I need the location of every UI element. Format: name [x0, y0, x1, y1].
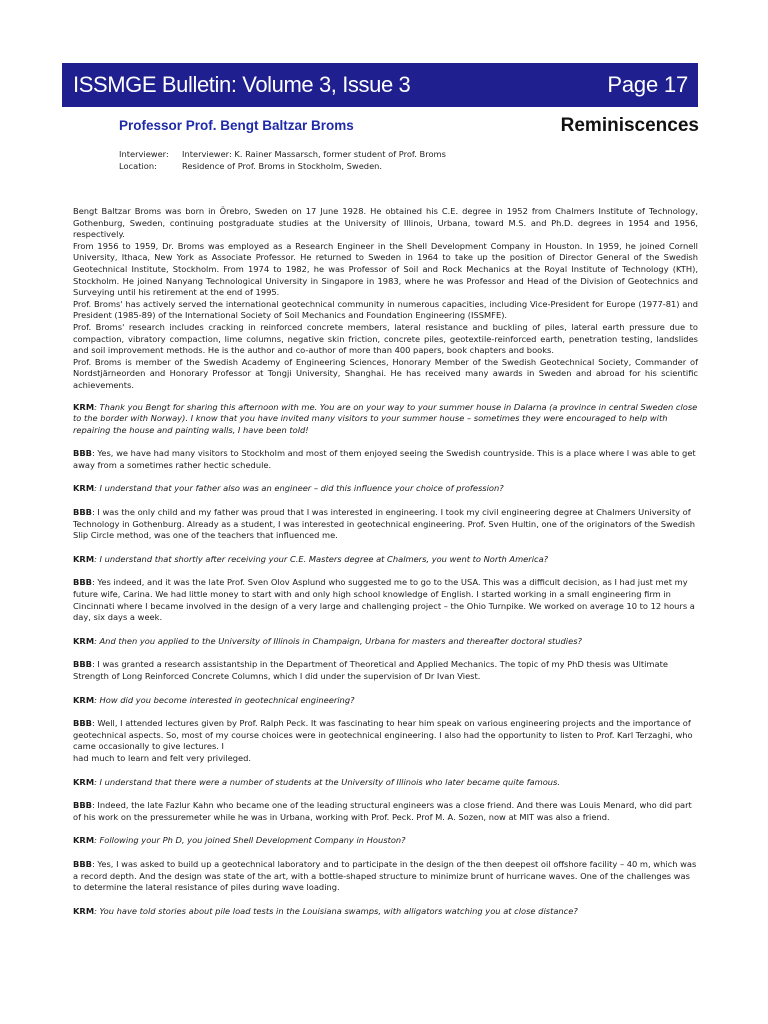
- bio-paragraph: From 1956 to 1959, Dr. Broms was employed as a Research Engineer in the Shell Development Company in Houston. In 1959, he joined Cornell University, Ithaca, New York as Associate Professor. He returned to Sweden in 1964 to take up the position of Director General of the Swedish Geotechnical Institute, Stockholm. From 1974 to 1982, he was Professor of Soil and Rock Mechanics at the Royal Institute of Technology (KTH), Stockholm. He joined Nanyang Technological University in Singapore in 1983, where he was Professor and Head of the Division of Geotechnics and Surveying until his retirement at the end of 1995.: [73, 240, 698, 298]
- interview-transcript: [73, 402, 698, 918]
- speaker: BBB: [73, 858, 92, 869]
- speaker: KRM: [73, 694, 95, 705]
- speaker: KRM: [73, 905, 95, 916]
- speaker: BBB: [73, 800, 92, 811]
- question: [73, 483, 698, 495]
- utterance: : Thank you Bengt for sharing this afternoon with me. You are on your way to your summer house in Dalarna (a province in central Sweden close to the border with Norway). I know that you have invited many visitors to your summer house – sometimes they were encouraged to help with repairing the house and painting walls, I have been told!: [73, 401, 698, 435]
- answer: [73, 659, 698, 682]
- speaker: BBB: [73, 577, 92, 588]
- section-title: Reminiscences: [560, 115, 699, 136]
- meta-value: Residence of Prof. Broms in Stockholm, Sweden.: [182, 161, 383, 171]
- utterance: : How did you become interested in geotechnical engineering?: [94, 694, 355, 705]
- utterance: : Yes indeed, and it was the late Prof. Sven Olov Asplund who suggested me to go to the USA. This was a difficult decision, as I had just met my future wife, Carina. We had little money to start with and only high school knowledge of English. I started working in a small engineering firm in Cincinnati where I became involved in the design of a very large and challenging project – the Ohio Turnpike. We worked on average 10 to 12 hours a day, six days a week.: [73, 577, 695, 623]
- answer: [73, 859, 698, 894]
- question: [73, 402, 698, 437]
- answer: [73, 507, 698, 542]
- article-body: [73, 206, 698, 929]
- utterance: : I understand that there were a number of students at the University of Illinois who later became quite famous.: [94, 776, 560, 787]
- utterance: : Yes, I was asked to build up a geotechnical laboratory and to participate in the design of the then deepest oil offshore facility – 40 m, which was a record depth. And the design was state of the art, with a bottle-shaped structure to minimize brunt of hurricane waves. One of the challenges was to determine the lateral resistance of piles during wave loading.: [73, 858, 697, 893]
- meta-location: [119, 160, 446, 172]
- page-number: Page 17: [607, 72, 688, 97]
- utterance: : And then you applied to the University of Illinois in Champaign, Urbana for masters and thereafter doctoral studies?: [94, 635, 582, 646]
- question: [73, 554, 698, 566]
- meta-label: Location:: [119, 161, 157, 171]
- speaker: BBB: [73, 659, 92, 670]
- bulletin-title: ISSMGE Bulletin: Volume 3, Issue 3: [73, 72, 411, 97]
- speaker: KRM: [73, 835, 95, 846]
- utterance: : I understand that your father also was an engineer – did this influence your choice of profession?: [94, 483, 504, 494]
- answer: [73, 800, 698, 823]
- utterance: : I understand that shortly after receiving your C.E. Masters degree at Chalmers, you went to North America?: [94, 553, 549, 564]
- answer: [73, 577, 698, 623]
- speaker: KRM: [73, 635, 95, 646]
- utterance: : Yes, we have had many visitors to Stockholm and most of them enjoyed seeing the Swedish countryside. This is a place where I was able to get away from a sometimes rather hectic schedule.: [73, 448, 696, 470]
- utterance: : I was the only child and my father was proud that I was interested in engineering. I took my civil engineering degree at Chalmers University of Technology in Gothenburg. Already as a student, I was interested in geotechnical engineering. Prof. Sven Hultin, one of the originators of the Swedish Slip Circle method, was one of the teachers that influenced me.: [73, 507, 696, 541]
- bio-paragraph: Prof. Broms' has actively served the international geotechnical community in numerous capacities, including Vice-President for Europe (1977-81) and President (1985-89) of the International Society of Soil Mechanics and Foundation Engineering (ISSMFE).: [73, 298, 698, 321]
- speaker: BBB: [73, 507, 92, 518]
- utterance-continued: had much to learn and felt very privileged.: [73, 752, 251, 763]
- speaker: BBB: [73, 448, 92, 459]
- utterance: : I was granted a research assistantship in the Department of Theoretical and Applied Mechanics. The topic of my PhD thesis was Ultimate Strength of Long Reinforced Concrete Columns, which I did under the supervision of Dr Ivan Viest.: [73, 659, 668, 681]
- speaker: KRM: [73, 401, 95, 412]
- meta-value: Interviewer: K. Rainer Massarsch, former student of Prof. Broms: [182, 149, 446, 159]
- speaker: BBB: [73, 718, 92, 729]
- utterance: : You have told stories about pile load tests in the Louisiana swamps, with alligators watching you at close distance?: [94, 905, 578, 916]
- meta-label: Interviewer:: [119, 149, 169, 159]
- answer: [73, 718, 698, 764]
- utterance: : Following your Ph D, you joined Shell Development Company in Houston?: [94, 835, 406, 846]
- answer: [73, 448, 698, 471]
- bulletin-header: [62, 63, 698, 107]
- bio-paragraph: Bengt Baltzar Broms was born in Örebro, Sweden on 17 June 1928. He obtained his C.E. degree in 1952 from Chalmers Institute of Technology, Gothenburg, Sweden, continuing postgraduate studies at the University of Illinois, Urbana, toward M.S. and Ph.D. degrees in 1954 and 1956, respectively.: [73, 206, 698, 240]
- utterance: : Well, I attended lectures given by Prof. Ralph Peck. It was fascinating to hear him speak on various engineering projects and the importance of geotechnical aspects. So, most of my course choices were in geotechnical engineering. I also had the opportunity to listen to Prof. Karl Terzaghi, who came occasionally to give lectures. I: [73, 718, 693, 752]
- speaker: KRM: [73, 776, 95, 787]
- question: [73, 835, 698, 847]
- question: [73, 636, 698, 648]
- bio-paragraph: Prof. Broms' research includes cracking in reinforced concrete members, lateral resistance and buckling of piles, lateral earth pressure due to compaction, vibratory compaction, lime columns, negative skin friction, concrete piles, geotextile-reinforced earth, penetration testing, landslides and soil improvement methods. He is the author and co-author of more than 400 papers, book chapters and books.: [73, 321, 698, 356]
- interview-meta: [119, 148, 446, 172]
- utterance: : Indeed, the late Fazlur Kahn who became one of the leading structural engineers was a close friend. And there was Louis Menard, who did part of his work on the pressuremeter while he was in Urbana, working with Prof. Peck. Prof M. A. Sozen, now at MIT was also a friend.: [73, 800, 692, 822]
- question: [73, 695, 698, 707]
- bio-paragraph: Prof. Broms is member of the Swedish Academy of Engineering Sciences, Honorary Member of the Swedish Geotechnical Society, Commander of Nordstjärneorden and Honorary Professor at Tongji University, Shanghai. He has received many awards in Sweden and abroad for his scientific achievements.: [73, 356, 698, 390]
- meta-interviewer: [119, 148, 446, 160]
- speaker: KRM: [73, 483, 95, 494]
- speaker: KRM: [73, 553, 95, 564]
- article-heading: Professor Prof. Bengt Baltzar Broms: [119, 118, 354, 133]
- biography: [73, 206, 698, 392]
- question: [73, 906, 698, 918]
- question: [73, 777, 698, 789]
